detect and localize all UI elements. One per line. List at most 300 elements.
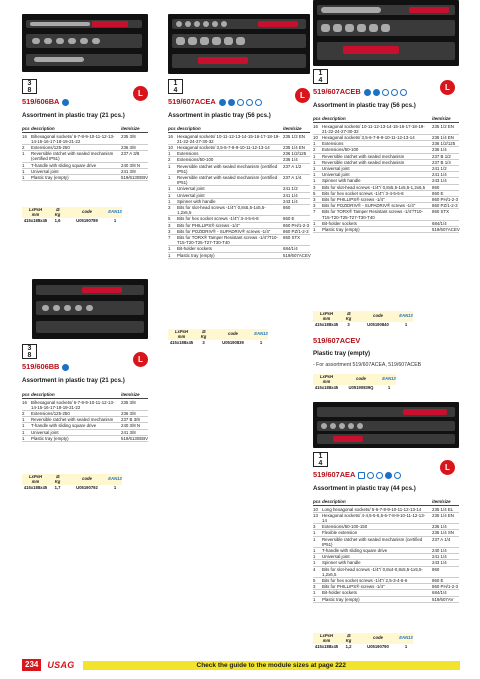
parts-table: [313, 116, 459, 233]
row-description: Reversible ratchet with sealed mechanism: [31, 417, 114, 423]
row-pcs: 1: [168, 151, 171, 157]
weight-value: 1,2: [340, 644, 357, 650]
table-row: [22, 151, 148, 162]
order-values: [168, 340, 268, 346]
order-table: [168, 329, 268, 346]
row-item: 243 1/4: [432, 178, 447, 184]
row-description: Flexible extension: [322, 530, 358, 536]
table-row: [313, 513, 459, 524]
row-description: Bits for PHILLIPS® screws -1/4": [322, 196, 385, 202]
header-description: description: [31, 392, 55, 397]
mm-label: mm: [31, 479, 40, 485]
row-item: 237 A 1/2: [283, 163, 302, 169]
kg-label: Kg: [345, 316, 352, 322]
order-header: [313, 311, 413, 322]
dims-value: 415x188x45: [314, 322, 339, 327]
mm-label: mm: [177, 334, 186, 340]
guide-banner: Check the guide to the module sizes at page 222: [83, 661, 460, 670]
row-description: Bit-holder sockets: [322, 590, 357, 596]
product-code: 519/607ACEV: [313, 336, 361, 345]
blue-dot-icon: [385, 472, 392, 479]
row-description: Bits for slot-head screws -1/4"/ 0,8x5,5-1x5,5-1,2x6,5: [322, 184, 426, 190]
row-description: Reversible ratchet with sealed mechanism: [322, 153, 405, 159]
row-pcs: 3: [313, 584, 316, 590]
product-code: 519/606BA: [22, 97, 69, 106]
table-row: [168, 253, 310, 259]
parts-table: [22, 126, 148, 181]
header-item: item/size: [121, 126, 140, 131]
barcode-header: EAN13: [382, 376, 396, 382]
order-values: [22, 218, 122, 224]
row-item: 237 B 3/8: [121, 417, 140, 423]
table-row: [313, 537, 459, 548]
parts-table: [313, 499, 459, 603]
assortment-note: - For assortment 519/607ACEA, 519/607ACEB: [313, 362, 422, 368]
table-row: [168, 134, 310, 145]
order-table: [22, 207, 122, 224]
blue-dot-icon: [373, 89, 380, 96]
order-values: [313, 385, 396, 391]
lxpxh-label: LxPxH: [28, 473, 43, 479]
header-item: item/size: [432, 499, 451, 504]
product-subtitle: Assortment in plastic tray (21 pcs.): [22, 377, 125, 384]
row-item: 860: [432, 566, 440, 572]
header-item: item/size: [432, 116, 451, 121]
blue-dot-icon: [219, 99, 226, 106]
row-item: 236 1/4 SN: [432, 530, 454, 536]
header-pcs: pcs: [22, 392, 30, 397]
row-item: 241 1/2: [432, 165, 447, 171]
order-code-value: U05190789: [66, 218, 108, 224]
row-description: Spinner with handle: [177, 198, 216, 204]
product-photo-607aceb: [313, 0, 459, 66]
row-pcs: 1: [168, 192, 171, 198]
list-tag: L: [133, 352, 148, 367]
row-pcs: 1: [313, 536, 316, 542]
dims-value: 415x188x45: [169, 340, 194, 345]
scale-icon: ⚖: [55, 206, 60, 212]
row-item: 237 B 1/4: [432, 159, 451, 165]
row-pcs: 3: [313, 524, 316, 530]
order-values: [22, 485, 122, 491]
mm-label: mm: [322, 316, 331, 322]
row-pcs: 1: [168, 174, 171, 180]
dims-header: [313, 374, 340, 385]
row-description: Bits for TORX® Tamper Resistant screws -1/4"/T10-T15-T20-T25-T27-T30-T40: [177, 234, 278, 246]
row-description: Universal joint: [177, 192, 205, 198]
row-description: Bits for POZIDRIV® - SUPADRIV® screws -1/4": [177, 228, 271, 234]
header-description: description: [31, 126, 55, 131]
row-description: Reversible ratchet with sealed mechanism (certified IP51): [322, 536, 423, 547]
row-pcs: 1: [313, 590, 316, 596]
blue-ring-icon: [246, 99, 253, 106]
row-item: 235 3/8: [121, 133, 136, 139]
product-subtitle: Assortment in plastic tray (56 pcs.): [168, 112, 271, 119]
dims-header: [313, 633, 340, 644]
blue-ring-icon: [237, 99, 244, 106]
table-row: [22, 175, 148, 181]
blue-ring-icon: [394, 472, 401, 479]
row-item: 243 1/4: [283, 198, 298, 204]
ean-value: 1: [382, 385, 396, 391]
code-header: code: [373, 313, 383, 319]
row-pcs: 1: [313, 172, 316, 178]
row-description: Plastic tray (empty): [322, 596, 360, 602]
weight-header: [195, 329, 212, 340]
dims-header: [22, 207, 49, 218]
row-pcs: 2: [22, 144, 25, 150]
blue-ring-icon: [400, 89, 407, 96]
table-header: [313, 499, 459, 506]
blue-square-icon: [358, 472, 365, 479]
row-description: Plastic tray (empty): [31, 435, 69, 441]
product-code: 519/606BB: [22, 362, 69, 371]
row-item: 860 PZ/1-2-3: [432, 203, 458, 209]
header-pcs: pcs: [313, 116, 321, 121]
row-pcs: 10: [313, 506, 318, 512]
ean-value: 1: [399, 322, 413, 328]
row-item: 860: [432, 184, 440, 190]
row-pcs: 1: [313, 560, 316, 566]
row-item: 236 1/2/125: [283, 151, 307, 157]
row-item: 240 1/4: [432, 547, 447, 553]
row-description: Bits for POZIDRIV® - SUPADRIV® screws -1/4": [322, 203, 416, 209]
header-description: description: [322, 116, 346, 121]
table-row: [168, 205, 310, 216]
row-pcs: 16: [313, 123, 318, 129]
row-pcs: 1: [22, 162, 25, 168]
row-description: Bit-holder sockets: [177, 246, 212, 252]
order-code-value: U05190839: [212, 340, 254, 346]
row-pcs: 1: [22, 151, 25, 157]
row-pcs: 3: [168, 204, 171, 210]
row-item: 860 E: [432, 190, 444, 196]
row-item: 860 PZ/1-2-3: [283, 228, 309, 234]
row-pcs: 10: [313, 134, 318, 140]
row-pcs: 4: [313, 566, 316, 572]
barcode-header: EAN13: [399, 635, 413, 641]
row-pcs: 7: [168, 234, 171, 240]
row-pcs: 2: [313, 147, 316, 153]
table-row: [313, 567, 459, 578]
row-description: T-handle with sliding square drive: [31, 423, 97, 429]
lxpxh-label: LxPxH: [174, 328, 189, 334]
brand-logo: USAG: [47, 660, 75, 670]
row-pcs: 1: [313, 153, 316, 159]
row-item: 241 1/4: [283, 192, 298, 198]
row-pcs: 1: [22, 423, 25, 429]
row-pcs: 2: [22, 410, 25, 416]
lxpxh-label: LxPxH: [28, 206, 43, 212]
row-description: Hexagonal sockets/ 10-11-12-13-14-15-16-17-18-19-21-22-24-27-30-32: [322, 123, 425, 134]
header-description: description: [322, 499, 346, 504]
barcode-header: EAN13: [399, 313, 413, 319]
row-item: 235 1/4 EN: [283, 144, 305, 150]
blue-ring-icon: [367, 472, 374, 479]
barcode-header: EAN13: [108, 476, 122, 482]
row-item: 237 A 1/4: [283, 174, 302, 180]
product-subtitle: Assortment in plastic tray (44 pcs.): [313, 485, 416, 492]
table-row: [168, 164, 310, 175]
table-header: [22, 392, 148, 399]
header-item: item/size: [121, 392, 140, 397]
blue-ring-icon: [382, 89, 389, 96]
row-item: 243 1/4: [432, 560, 447, 566]
product-photo-606ba: [22, 14, 148, 72]
row-pcs: 16: [168, 133, 173, 139]
row-description: Extensions/125-250: [31, 410, 70, 416]
row-item: 860 E: [283, 216, 295, 222]
row-pcs: 13: [313, 512, 318, 518]
order-code-value: U05190792: [66, 485, 108, 491]
table-row: [168, 175, 310, 186]
table-row: [22, 400, 148, 411]
row-description: Reversible ratchet with sealed mechanism: [322, 159, 405, 165]
table-row: [313, 597, 459, 603]
scale-icon: ⚖: [346, 310, 351, 316]
row-item: 860 PH/1-2-3: [432, 196, 459, 202]
weight-value: 1,6: [49, 218, 66, 224]
row-description: Bit-holder sockets: [322, 220, 357, 226]
row-description: Bits for TORX® Tamper Resistant screws -1/4"/T10-T15-T20-T25-T27-T30-T40: [322, 209, 423, 220]
list-tag: L: [133, 86, 148, 101]
product-photo-607aea: [313, 402, 459, 448]
row-description: Universal joint: [322, 172, 350, 178]
row-item: 235 1/4 EN: [432, 512, 454, 518]
row-item: 241 3/8: [121, 429, 136, 435]
weight-header: [340, 633, 357, 644]
ean-value: 1: [108, 485, 122, 491]
lxpxh-label: LxPxH: [319, 310, 334, 316]
weight-header: [340, 311, 357, 322]
row-description: Universal joint: [31, 168, 59, 174]
row-description: Hexagonal sockets/ 4-4,5-5-5,5-6-7-8-9-10-11-12-13-14: [322, 512, 426, 523]
order-table: [313, 311, 413, 328]
row-description: Extensions: [177, 151, 199, 157]
row-description: Plastic tray (empty): [322, 226, 360, 232]
blue-ring-icon: [255, 99, 262, 106]
code-header: code: [373, 635, 383, 641]
row-item: 241 1/4: [432, 554, 447, 560]
row-description: T-handle with sliding square drive: [31, 162, 97, 168]
row-item: 236 1/4: [432, 147, 447, 153]
page-footer: [22, 659, 460, 671]
row-item: 237 A 3/8: [121, 151, 140, 157]
row-pcs: 1: [168, 198, 171, 204]
row-pcs: 1: [313, 547, 316, 553]
row-item: 235 1/2 EN: [432, 123, 454, 129]
row-description: Extensions/125-250: [31, 144, 70, 150]
drive-size-badge: 1 4: [168, 79, 183, 94]
product-subtitle: Assortment in plastic tray (21 pcs.): [22, 112, 125, 119]
row-pcs: 1: [313, 226, 316, 232]
row-pcs: 16: [22, 399, 27, 405]
parts-table: [168, 126, 310, 259]
list-tag: L: [440, 80, 455, 95]
order-values: [313, 322, 413, 328]
lxpxh-label: LxPxH: [319, 632, 334, 638]
table-row: [22, 134, 148, 145]
row-description: Universal joint: [322, 554, 350, 560]
row-item: 860 E: [432, 577, 444, 583]
row-pcs: 1: [22, 168, 25, 174]
list-tag: L: [295, 88, 310, 103]
row-pcs: 1: [313, 178, 316, 184]
row-pcs: 3: [168, 228, 171, 234]
table-header: [22, 126, 148, 133]
row-description: Universal joint: [31, 429, 59, 435]
row-item: 684/1/4: [432, 590, 447, 596]
row-pcs: 1: [313, 596, 316, 602]
product-photo-606bb: [32, 279, 148, 339]
row-pcs: 1: [22, 429, 25, 435]
blue-dot-icon: [62, 364, 69, 371]
order-header: [22, 207, 122, 218]
weight-header: [49, 207, 66, 218]
row-item: 237 A 1/4: [432, 536, 451, 542]
dims-value: 415x188x45: [23, 218, 48, 223]
table-row: [22, 436, 148, 442]
kg-label: Kg: [345, 638, 352, 644]
row-description: Hexagonal sockets/ 3,5-6-7-8-9-10-11-12-13-14: [322, 134, 415, 140]
row-pcs: 2: [168, 157, 171, 163]
ean-value: 1: [254, 340, 268, 346]
drive-size-badge: 3 8: [22, 79, 37, 94]
row-description: Bihexagonal sockets/ 6-7-8-9-10-11-12-13-14-15-16-17-18-19-21-22: [31, 133, 115, 144]
code-header: code: [228, 331, 238, 337]
product-code: 519/607AEA: [313, 470, 401, 479]
weight-header: [49, 474, 66, 485]
dims-header: [168, 329, 195, 340]
row-description: T-handle with sliding square drive: [322, 547, 388, 553]
row-description: Bits for hex socket screws -1/4"/ 3-4-5-6-8: [322, 190, 404, 196]
row-item: 235 1/4 EL: [432, 506, 454, 512]
row-description: Reversible ratchet with sealed mechanism (certified IP51): [31, 151, 114, 162]
product-code: 519/607ACEB: [313, 87, 407, 96]
row-item: 860 PH/1-2-3: [283, 222, 310, 228]
row-description: Bihexagonal sockets/ 6-7-8-9-10-11-12-13-14-15-16-17-18-19-21-22: [31, 399, 115, 410]
drive-size-badge: 1 4: [313, 452, 328, 467]
header-description: description: [177, 126, 201, 131]
row-description: Bits for slot-head screws -1/4"/ 0,8x5,5-1x5,5-1,2x6,5: [177, 204, 266, 216]
weight-value: 1,7: [49, 485, 66, 491]
table-row: [313, 227, 459, 233]
scale-icon: ⚖: [201, 328, 206, 334]
row-description: Hexagonal sockets/ 10-11-12-13-14-15-16-17-18-19-21-22-24-27-30-32: [177, 133, 280, 144]
row-pcs: 1: [22, 435, 25, 441]
header-pcs: pcs: [22, 126, 30, 131]
row-item: 519/607ACEV: [283, 252, 311, 258]
weight-value: 3: [195, 340, 212, 346]
row-pcs: 7: [313, 209, 316, 215]
row-pcs: 1: [22, 417, 25, 423]
order-table: [313, 374, 396, 391]
row-item: 860 STX: [283, 234, 301, 240]
table-row: [313, 124, 459, 135]
row-pcs: 1: [313, 554, 316, 560]
row-description: Universal joint: [177, 186, 205, 192]
kg-label: Kg: [54, 479, 61, 485]
row-description: Extensions: [322, 141, 344, 147]
barcode-header: EAN13: [254, 331, 268, 337]
blue-ring-icon: [391, 89, 398, 96]
row-description: Bits for slot-head screws -1/4"/ 0,8x4-0,8x5,5-1x5,5-1,2x6,5: [322, 566, 423, 577]
kg-label: Kg: [54, 212, 61, 218]
row-pcs: 1: [168, 186, 171, 192]
row-item: 684/1/4: [432, 220, 447, 226]
row-item: 684/1/4: [283, 246, 298, 252]
row-description: Plastic tray (empty): [177, 252, 215, 258]
order-code-value: U05190840: [357, 322, 399, 328]
row-pcs: 1: [22, 174, 25, 180]
scale-icon: ⚖: [346, 632, 351, 638]
order-header: [313, 633, 413, 644]
dims-value: 415x188x45: [314, 385, 339, 390]
code-header: code: [82, 209, 92, 215]
row-description: Universal joint: [322, 165, 350, 171]
row-pcs: 16: [22, 133, 27, 139]
row-item: 519/6130EBV: [121, 174, 149, 180]
product-subtitle: Assortment in plastic tray (56 pcs.): [313, 102, 416, 109]
row-item: 236 1/4: [283, 157, 298, 163]
row-pcs: 5: [313, 190, 316, 196]
row-item: 240 3/8 N: [121, 162, 141, 168]
code-header: code: [82, 476, 92, 482]
dims-header: [313, 311, 340, 322]
row-item: 240 3/8 N: [121, 423, 141, 429]
table-row: [313, 209, 459, 220]
dims-header: [22, 474, 49, 485]
mm-label: mm: [322, 379, 331, 385]
row-item: 860 PH/1-2-3: [432, 584, 459, 590]
lxpxh-label: LxPxH: [319, 373, 334, 379]
row-item: 860: [283, 204, 291, 210]
row-pcs: 1: [313, 165, 316, 171]
dims-value: 415x188x45: [314, 644, 339, 649]
row-description: Spinner with handle: [322, 560, 361, 566]
order-code-value: U05190839Q: [340, 385, 382, 391]
page-number: 234: [22, 659, 41, 671]
blue-dot-icon: [62, 99, 69, 106]
row-item: 860 STX: [432, 209, 450, 215]
row-item: 235 3/8: [121, 399, 136, 405]
row-pcs: 1: [168, 246, 171, 252]
row-pcs: 3: [313, 196, 316, 202]
table-header: [313, 116, 459, 123]
product-photo-607acea: [168, 14, 310, 74]
row-pcs: 5: [168, 216, 171, 222]
row-description: Reversible ratchet with sealed mechanism (certified IP51): [177, 174, 278, 186]
order-values: [313, 644, 413, 650]
ean-value: 1: [108, 218, 122, 224]
row-item: 237 B 1/2: [432, 153, 451, 159]
row-item: 519/607AV: [432, 596, 454, 602]
row-item: 241 1/4: [432, 172, 447, 178]
drive-size-badge: 3 8: [22, 344, 37, 359]
mm-label: mm: [31, 212, 40, 218]
header-item: item/size: [283, 126, 302, 131]
table-header: [168, 126, 310, 133]
blue-dot-icon: [228, 99, 235, 106]
row-description: Extensions/50-100-150: [322, 524, 368, 530]
row-description: Bits for PHILLIPS® screws -1/4": [177, 222, 240, 228]
row-item: 236 1/4: [432, 524, 447, 530]
row-item: 236 3/8: [121, 410, 136, 416]
row-pcs: 3: [168, 222, 171, 228]
blue-dot-icon: [364, 89, 371, 96]
order-table: [22, 474, 122, 491]
row-item: 236 1/2/125: [432, 141, 456, 147]
